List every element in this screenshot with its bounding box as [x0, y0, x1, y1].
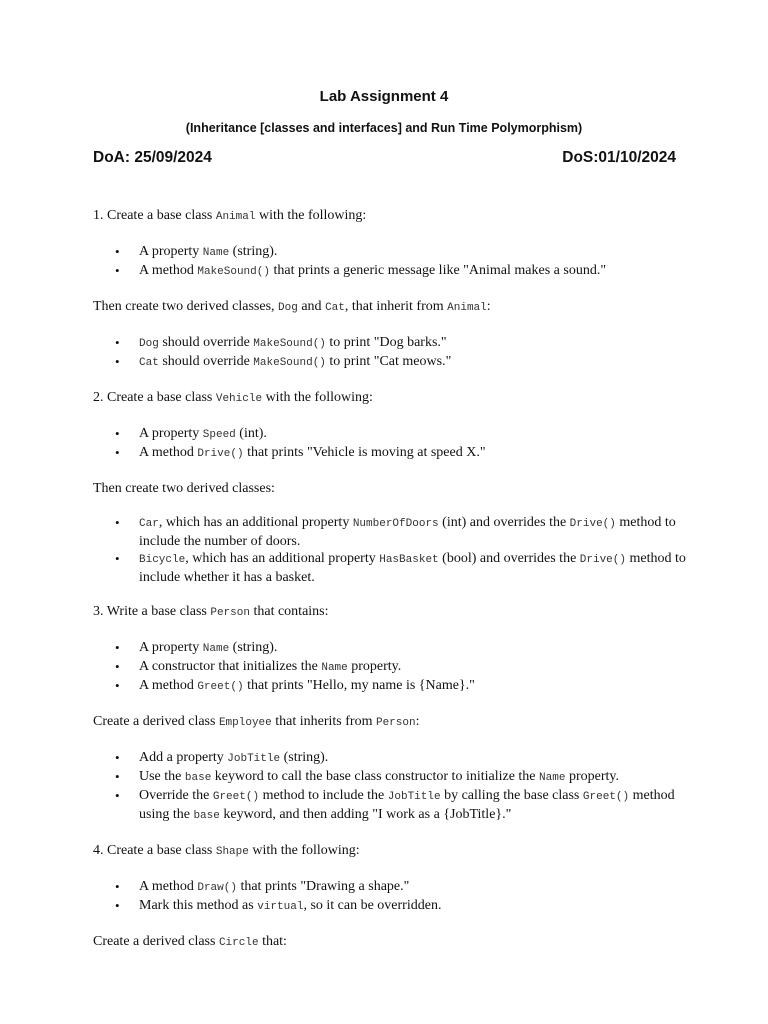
text-run: 3. Write a base class	[93, 604, 211, 619]
text-run: , that inherit from	[344, 299, 448, 314]
bullet-item	[139, 787, 693, 825]
paragraph	[93, 298, 693, 317]
text-run: that contains:	[249, 604, 329, 619]
code-term: Name	[202, 247, 230, 259]
code-term: Animal	[447, 302, 487, 314]
code-term: MakeSound()	[253, 357, 326, 369]
text-run: (string).	[229, 244, 278, 259]
bullet-item	[139, 514, 693, 550]
text-run: (int).	[235, 426, 267, 441]
code-term: MakeSound()	[197, 266, 270, 278]
text-run: keyword, and then adding "I work as a {JobTitle}."	[219, 807, 512, 822]
bullet-item	[139, 658, 693, 677]
text-run: by calling the base class	[440, 788, 583, 803]
text-run: method using the	[139, 788, 675, 822]
bullet-item	[139, 639, 693, 658]
bullet-item	[139, 768, 693, 787]
code-term: HasBasket	[379, 554, 439, 566]
code-term: Name	[202, 643, 230, 655]
text-run: with the following:	[262, 390, 373, 405]
text-run: A method	[139, 678, 198, 693]
code-term: Bicycle	[139, 554, 186, 566]
text-run: to print "Cat meows."	[325, 354, 452, 369]
text-run: that inherits from	[271, 714, 376, 729]
text-run: A property	[139, 640, 203, 655]
code-term: Animal	[215, 211, 256, 223]
text-run: method to include the	[259, 788, 388, 803]
bullet-item	[139, 444, 693, 463]
bullet-item	[139, 550, 693, 586]
date-of-submission: DoS:01/10/2024	[562, 149, 676, 166]
assignment-body	[93, 207, 693, 969]
code-term: Greet()	[212, 791, 260, 803]
text-run: to print "Dog barks."	[325, 335, 447, 350]
text-run: Create a derived class	[93, 934, 219, 949]
code-term: Vehicle	[215, 393, 263, 405]
code-term: base	[184, 772, 212, 784]
text-run: that prints "Drawing a shape."	[236, 879, 410, 894]
text-run: A method	[139, 263, 198, 278]
paragraph	[93, 480, 693, 497]
bullet-list	[93, 514, 693, 586]
text-run: :	[415, 714, 420, 729]
text-run: should override	[158, 335, 254, 350]
code-term: Employee	[218, 717, 272, 729]
bullet-item	[139, 353, 693, 372]
text-run: property.	[347, 659, 402, 674]
code-term: JobTitle	[387, 791, 441, 803]
text-run: , which has an additional property	[158, 515, 353, 530]
code-term: Greet()	[582, 791, 630, 803]
bullet-list	[93, 878, 693, 916]
text-run: keyword to call the base class constructor to initialize the	[211, 769, 540, 784]
paragraph	[93, 603, 693, 622]
text-run: :	[486, 299, 491, 314]
text-run: Use the	[139, 769, 185, 784]
text-run: and	[297, 299, 326, 314]
text-run: 2. Create a base class	[93, 390, 216, 405]
text-run: method to include the number of doors.	[139, 515, 676, 549]
page-title: Lab Assignment 4	[319, 88, 449, 105]
code-term: Greet()	[197, 681, 244, 693]
page-subtitle: (Inheritance [classes and interfaces] and Run Time Polymorphism)	[185, 121, 583, 135]
bullet-list	[93, 639, 693, 696]
code-term: JobTitle	[227, 753, 281, 765]
text-run: (int) and overrides the	[438, 515, 570, 530]
text-run: A property	[139, 426, 203, 441]
code-term: Person	[375, 717, 416, 729]
text-run: A constructor that initializes the	[139, 659, 322, 674]
bullet-item	[139, 262, 693, 281]
text-run: 1. Create a base class	[93, 208, 216, 223]
text-run: Create a derived class	[93, 714, 219, 729]
paragraph	[93, 933, 693, 952]
text-run: that prints a generic message like "Animal makes a sound."	[269, 263, 607, 278]
bullet-item	[139, 334, 693, 353]
code-term: Drive()	[569, 518, 616, 530]
text-run: Mark this method as	[139, 898, 258, 913]
paragraph	[93, 842, 693, 861]
paragraph	[93, 207, 693, 226]
bullet-list	[93, 425, 693, 463]
paragraph	[93, 713, 693, 732]
bullet-item	[139, 425, 693, 444]
code-term: virtual	[257, 901, 304, 913]
text-run: (string).	[229, 640, 278, 655]
date-row	[93, 149, 676, 167]
text-run: A method	[139, 445, 198, 460]
text-run: Add a property	[139, 750, 228, 765]
bullet-list	[93, 334, 693, 372]
code-term: Car	[139, 518, 159, 530]
bullet-list	[93, 243, 693, 281]
code-term: Person	[210, 607, 250, 619]
text-run: method to include whether it has a basket.	[139, 551, 686, 585]
text-run: property.	[565, 769, 619, 784]
bullet-item	[139, 749, 693, 768]
paragraph	[93, 389, 693, 408]
code-term: Cat	[325, 302, 345, 314]
text-run: should override	[158, 354, 254, 369]
text-run: A property	[139, 244, 203, 259]
code-term: Dog	[139, 338, 159, 350]
code-term: base	[193, 810, 220, 822]
bullet-list	[93, 749, 693, 825]
text-run: that:	[258, 934, 287, 949]
code-term: NumberOfDoors	[352, 518, 439, 530]
text-run: A method	[139, 879, 198, 894]
text-run: with the following:	[255, 208, 367, 223]
text-run: that prints "Vehicle is moving at speed X."	[243, 445, 486, 460]
code-term: Name	[539, 772, 566, 784]
text-run: (bool) and overrides the	[438, 551, 580, 566]
code-term: Draw()	[197, 882, 237, 894]
text-run: (string).	[280, 750, 329, 765]
date-of-assignment: DoA: 25/09/2024	[93, 149, 212, 166]
bullet-item	[139, 878, 693, 897]
code-term: Speed	[202, 429, 236, 441]
bullet-item	[139, 243, 693, 262]
code-term: Dog	[278, 302, 298, 314]
bullet-item	[139, 897, 693, 916]
text-run: , which has an additional property	[185, 551, 380, 566]
text-run: Then create two derived classes:	[93, 481, 275, 496]
text-run: , so it can be overridden.	[303, 898, 442, 913]
code-term: Cat	[139, 357, 159, 369]
code-term: Circle	[218, 937, 259, 949]
code-term: Drive()	[579, 554, 626, 566]
text-run: Then create two derived classes,	[93, 299, 279, 314]
bullet-item	[139, 677, 693, 696]
text-run: 4. Create a base class	[93, 843, 216, 858]
text-run: Override the	[139, 788, 213, 803]
code-term: MakeSound()	[253, 338, 326, 350]
code-term: Drive()	[197, 448, 244, 460]
code-term: Name	[321, 662, 348, 674]
text-run: with the following:	[248, 843, 360, 858]
code-term: Shape	[215, 846, 249, 858]
text-run: that prints "Hello, my name is {Name}."	[243, 678, 475, 693]
